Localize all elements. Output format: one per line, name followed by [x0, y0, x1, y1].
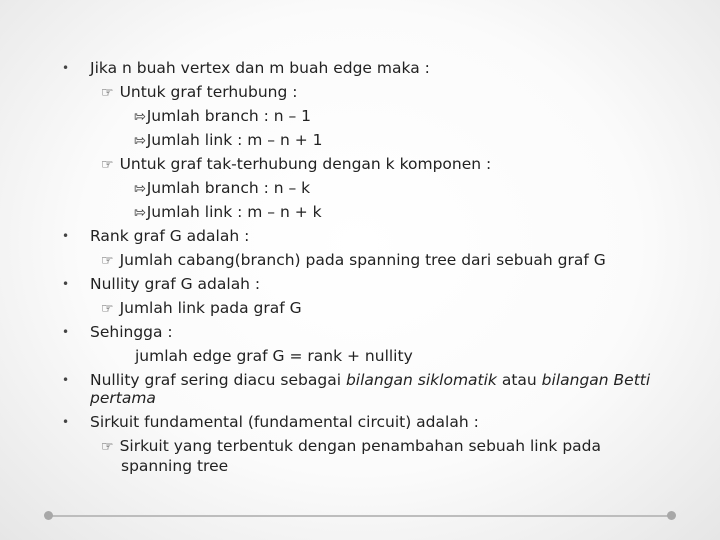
bullet-text: Jika n buah vertex dan m buah edge maka :: [90, 59, 430, 77]
list-item-text: Jumlah branch : n – k: [146, 179, 311, 197]
sub-item-text: Untuk graf tak-terhubung dengan k komponen :: [119, 155, 492, 173]
bullet-text: Sehingga :: [90, 323, 173, 341]
sub-item-continuation: spanning tree: [121, 457, 229, 475]
sub-item: [101, 436, 601, 457]
pointing-hand-icon: ☞: [101, 439, 114, 455]
bullet-text: Sirkuit fundamental (fundamental circuit) adalah :: [90, 413, 479, 431]
bullet-text-continuation: [90, 388, 156, 408]
list-item-text: Jumlah branch : n – 1: [146, 107, 312, 125]
list-item-text: Jumlah link : m – n + k: [146, 203, 322, 221]
footer-divider: [48, 515, 672, 517]
list-item: [134, 106, 311, 127]
sub-item: [101, 250, 606, 271]
bullet-text: Rank graf G adalah :: [90, 227, 250, 245]
arrow-icon: ⇰: [134, 109, 146, 125]
bullet-dot: •: [62, 229, 70, 243]
list-item: [134, 130, 323, 151]
sub-item-text: Jumlah cabang(branch) pada spanning tree dari sebuah graf G: [119, 251, 606, 269]
footer-dot-left: [44, 511, 53, 520]
bullet-text-part: atau: [496, 371, 542, 389]
bullet-text: Nullity graf G adalah :: [90, 275, 261, 293]
bullet-dot: •: [62, 61, 70, 75]
bullet-dot: •: [62, 373, 70, 387]
footer-dot-right: [667, 511, 676, 520]
sub-item: [101, 298, 302, 319]
bullet-text: [90, 370, 650, 390]
list-item: [134, 202, 322, 223]
sub-item: [101, 82, 297, 103]
pointing-hand-icon: ☞: [101, 85, 114, 101]
arrow-icon: ⇰: [134, 181, 146, 197]
sub-item-text: Untuk graf terhubung :: [119, 83, 298, 101]
arrow-icon: ⇰: [134, 205, 146, 221]
list-item: [134, 178, 310, 199]
bullet-dot: •: [62, 415, 70, 429]
arrow-icon: ⇰: [134, 133, 146, 149]
bullet-dot: •: [62, 325, 70, 339]
term-italic: bilangan Betti: [541, 371, 651, 389]
bullet-dot: •: [62, 277, 70, 291]
term-italic: bilangan siklomatik: [345, 371, 497, 389]
term-italic: pertama: [90, 389, 156, 407]
pointing-hand-icon: ☞: [101, 253, 114, 269]
list-item-text: Jumlah link : m – n + 1: [146, 131, 323, 149]
sub-item-text: Jumlah link pada graf G: [119, 299, 302, 317]
bullet-text-part: Nullity graf sering diacu sebagai: [90, 371, 346, 389]
formula: jumlah edge graf G = rank + nullity: [135, 347, 413, 365]
sub-item: [101, 154, 491, 175]
pointing-hand-icon: ☞: [101, 157, 114, 173]
pointing-hand-icon: ☞: [101, 301, 114, 317]
sub-item-text: Sirkuit yang terbentuk dengan penambahan sebuah link pada: [119, 437, 601, 455]
